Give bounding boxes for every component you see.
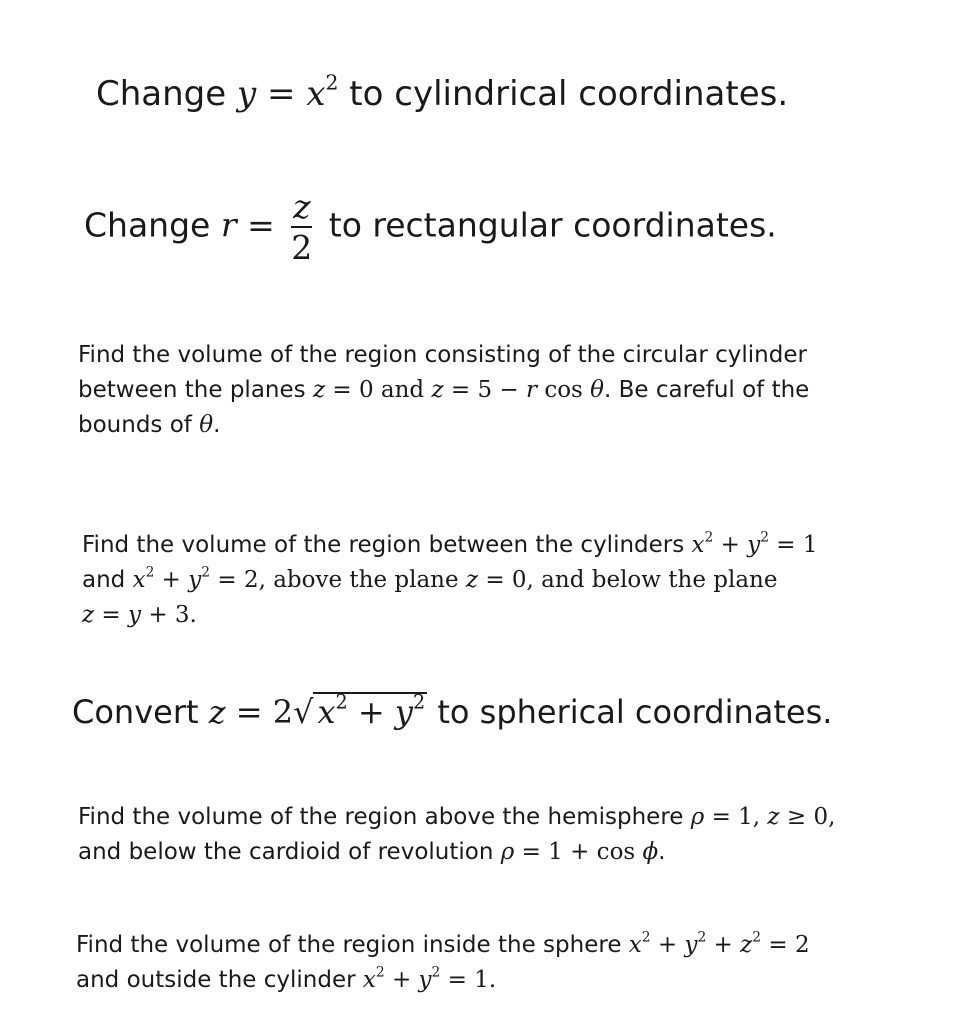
problem-1 xyxy=(96,70,789,114)
problem-5 xyxy=(72,692,832,731)
problem-5-text: Convert z = 2√ $x^2 + y^2$ to spherical coordinates. xyxy=(72,690,833,731)
problem-1-text: Change $y = x^2$ to cylindrical coordinates. xyxy=(96,70,789,114)
problem-4: Find the volume of the region between the cylinders $x^2 + y^2 = 1$ and $x^2 + y^2 = 2$, above the plane z = 0, and below the plane z = y + 3. xyxy=(82,529,818,628)
problem-6: Find the volume of the region above the hemisphere ρ = 1, z ≥ 0, and below the cardioid of revolution ρ = 1 + cos ϕ. xyxy=(78,804,836,865)
sqrt-sign: √ xyxy=(293,693,314,731)
problem-7: Find the volume of the region inside the sphere $x^2 + y^2 + z^2 = 2$ and outside the cylinder $x^2 + y^2 = 1$. xyxy=(76,929,810,993)
problem-3: Find the volume of the region consisting of the circular cylinder between the planes z = 0 and z = 5 − r cos θ. Be careful of the bounds of θ. xyxy=(78,342,810,438)
problem-2-text: Change r = $\frac{z}{2}$ to rectangular coordinates. xyxy=(84,187,777,267)
problem-2 xyxy=(84,187,777,267)
fraction-z-over-2: $\frac{z}{2}$ xyxy=(291,187,313,267)
sqrt-radicand: $x^2 + y^2$ xyxy=(313,692,427,730)
